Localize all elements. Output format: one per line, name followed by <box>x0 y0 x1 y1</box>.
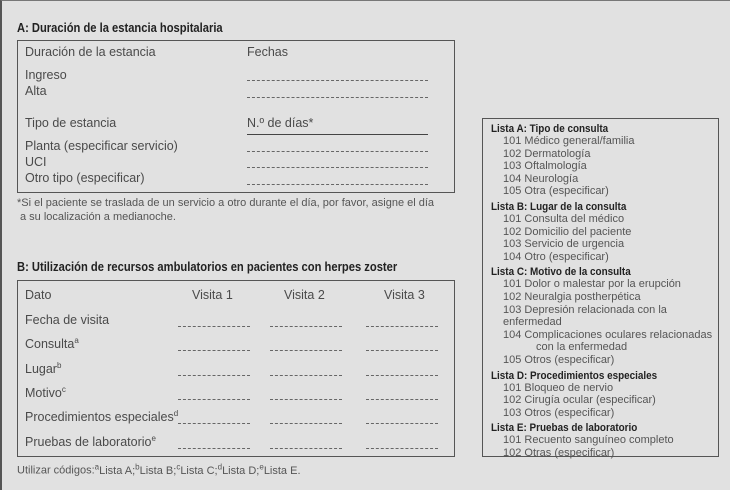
footer-item: Lista A; <box>99 464 136 477</box>
code-list <box>491 370 718 420</box>
footer-prefix: Utilizar códigos: <box>17 464 95 477</box>
visit-1-field[interactable] <box>178 326 250 327</box>
footnote-marker: c <box>61 384 66 394</box>
col-header: Visita 3 <box>384 288 425 302</box>
footer-item: Lista C; <box>180 464 218 477</box>
code-list <box>491 123 718 198</box>
list-item: 101 Dolor o malestar por la erupción <box>503 278 681 291</box>
footnote-marker: a <box>94 462 100 471</box>
list-item: 102 Dermatología <box>503 147 591 160</box>
list-item: 102 Neuralgia postherpética <box>503 290 641 303</box>
code-list <box>491 422 718 459</box>
table-row-label <box>25 336 79 351</box>
footnote: a su localización a medianoche. <box>20 211 176 223</box>
row-label: Otro tipo (especificar) <box>25 171 145 185</box>
uci-field[interactable] <box>247 167 428 168</box>
footnote-marker: c <box>176 462 181 471</box>
footnote-marker: e <box>151 433 156 443</box>
list-title: Lista C: Motivo de la consulta <box>491 266 631 279</box>
footnote-marker: b <box>135 462 140 471</box>
list-item: 103 Oftalmología <box>503 160 587 173</box>
code-lists-box <box>482 118 719 457</box>
code-list <box>491 201 718 263</box>
visit-3-field[interactable] <box>366 399 438 400</box>
list-title: Lista A: Tipo de consulta <box>491 123 609 135</box>
footer-item: Lista D; <box>222 464 260 477</box>
list-item: 105 Otra (especificar) <box>503 185 609 198</box>
col-header: Dato <box>25 288 52 302</box>
otro-field[interactable] <box>247 184 428 185</box>
visit-2-field[interactable] <box>270 448 342 449</box>
codes-footer <box>17 462 301 477</box>
list-item: 101 Bloqueo de nervio <box>503 381 614 394</box>
section-b-box <box>17 280 455 457</box>
visit-1-field[interactable] <box>178 448 250 449</box>
visit-2-field[interactable] <box>270 350 342 351</box>
table-row-label <box>25 312 109 327</box>
visit-2-field[interactable] <box>270 399 342 400</box>
visit-1-field[interactable] <box>178 350 250 351</box>
table-row-label <box>25 385 66 400</box>
divider <box>247 134 428 135</box>
footnote-marker: a <box>74 336 79 346</box>
list-item: 102 Cirugía ocular (especificar) <box>503 394 656 407</box>
visit-3-field[interactable] <box>366 448 438 449</box>
col-header: Visita 1 <box>192 288 233 302</box>
list-item: 103 Depresión relacionada con la enfermedad <box>503 303 667 329</box>
row-label: Motivo <box>25 386 62 401</box>
row-label: Procedimientos especiales <box>25 410 174 425</box>
code-list <box>491 266 718 366</box>
visit-1-field[interactable] <box>178 399 250 400</box>
col-header: Fechas <box>247 45 288 59</box>
footnote-marker: b <box>56 360 62 370</box>
footnote-marker: d <box>173 409 179 419</box>
row-label: Planta (especificar servicio) <box>25 139 178 153</box>
list-item: 103 Servicio de urgencia <box>503 238 625 251</box>
table-row-label <box>25 434 156 449</box>
list-item: 103 Otros (especificar) <box>503 406 615 419</box>
list-item: 104 Complicaciones oculares relacionadas <box>503 328 713 341</box>
list-item: 101 Consulta del médico <box>503 212 625 225</box>
row-label: Ingreso <box>25 68 67 82</box>
visit-1-field[interactable] <box>178 423 250 424</box>
list-title: Lista B: Lugar de la consulta <box>491 200 627 213</box>
visit-1-field[interactable] <box>178 375 250 376</box>
ingreso-field[interactable] <box>247 80 428 81</box>
list-item: 105 Otros (especificar) <box>503 353 615 366</box>
list-item: 104 Otro (especificar) <box>503 250 609 263</box>
list-title: Lista E: Pruebas de laboratorio <box>491 422 638 435</box>
row-label: Fecha de visita <box>25 313 110 328</box>
section-a-title: A: Duración de la estancia hospitalaria <box>17 20 223 35</box>
col-header: Tipo de estancia <box>25 116 117 130</box>
visit-2-field[interactable] <box>270 375 342 376</box>
visit-3-field[interactable] <box>366 375 438 376</box>
table-row-label <box>25 361 61 376</box>
visit-3-field[interactable] <box>366 350 438 351</box>
col-header: Visita 2 <box>284 288 325 302</box>
footer-item: Lista E. <box>263 464 301 477</box>
planta-field[interactable] <box>247 151 428 152</box>
footer-item: Lista B; <box>139 464 177 477</box>
visit-2-field[interactable] <box>270 326 342 327</box>
section-a-box <box>17 40 455 193</box>
visit-3-field[interactable] <box>366 423 438 424</box>
list-item: 101 Recuento sanguíneo completo <box>503 434 674 447</box>
list-title: Lista D: Procedimientos especiales <box>491 369 658 382</box>
alta-field[interactable] <box>247 97 428 98</box>
list-item: con la enfermedad <box>536 341 628 354</box>
list-item: 102 Otras (especificar) <box>503 446 615 459</box>
row-label: Pruebas de laboratorio <box>25 434 152 449</box>
row-label: Consulta <box>25 337 75 352</box>
col-header: N.º de días* <box>247 116 314 130</box>
footnote-marker: e <box>259 462 264 471</box>
list-item: 102 Domicilio del paciente <box>503 225 632 238</box>
list-item: 104 Neurología <box>503 172 579 185</box>
row-label: Alta <box>25 84 47 98</box>
table-row-label <box>25 409 178 424</box>
row-label: Lugar <box>25 361 57 376</box>
col-header: Duración de la estancia <box>25 45 156 59</box>
visit-3-field[interactable] <box>366 326 438 327</box>
row-label: UCI <box>25 155 47 169</box>
visit-2-field[interactable] <box>270 423 342 424</box>
footnote: *Si el paciente se traslada de un servicio a otro durante el día, por favor, asigne el día <box>17 197 435 209</box>
section-b-title: B: Utilización de recursos ambulatorios en pacientes con herpes zoster <box>17 259 398 274</box>
list-item: 101 Médico general/familia <box>503 135 635 147</box>
footnote-marker: d <box>217 462 223 471</box>
